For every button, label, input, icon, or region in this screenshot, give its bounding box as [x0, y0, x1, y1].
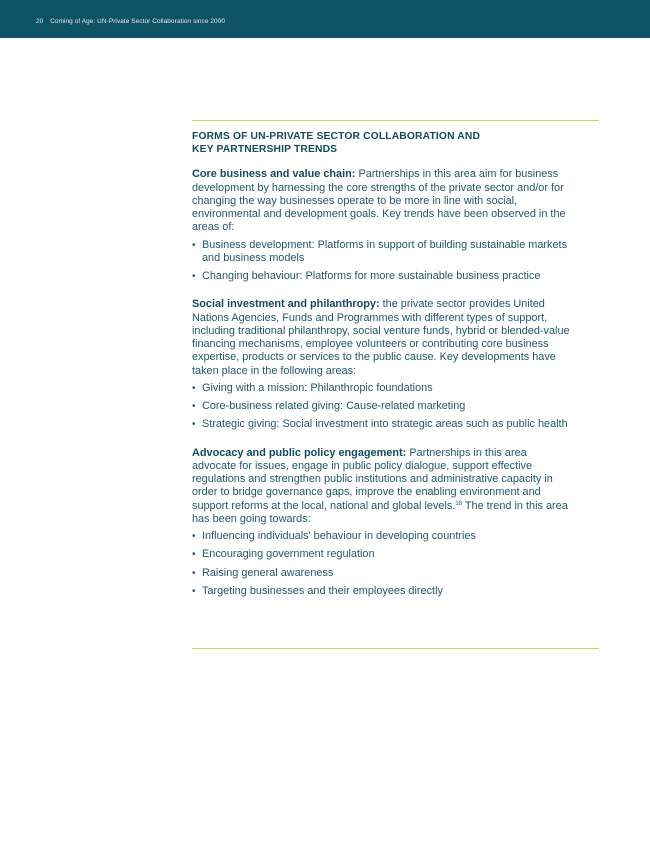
partnership-box	[192, 130, 572, 613]
list-item-text: Raising general awareness	[202, 566, 334, 579]
bullet-icon: •	[192, 401, 196, 413]
bullet-icon: •	[192, 549, 196, 561]
header-bar	[0, 0, 650, 38]
bullet-list	[192, 530, 572, 598]
list-item	[192, 270, 572, 283]
list-item-text: Core-business related giving: Cause-related marketing	[202, 400, 466, 413]
section-paragraph	[192, 447, 572, 527]
section-text: the private sector provides United Nations Agencies, Funds and Programmes with different types of support, including traditional philanthropy, social venture funds, hybrid or blended-value financing mechanisms, employee volunteers or contributing core business expertise, products or services to the public cause. Key developments have taken place in the following areas:	[192, 298, 570, 377]
list-item	[192, 382, 572, 395]
box-top-rule	[192, 120, 599, 121]
section-lead: Social investment and philanthropy:	[192, 298, 380, 311]
page-number: 20	[36, 18, 44, 25]
list-item-text: Changing behaviour: Platforms for more sustainable business practice	[202, 270, 541, 283]
section-text: Partnerships in this area advocate for issues, engage in public policy dialogue, support effective regulations and strengthen public institutions and administrative capacity in order to bridge governance gaps, improve the enabling environment and support reforms at the local, national and global levels.	[192, 446, 553, 512]
section-text: Partnerships in this area aim for business development by harnessing the core strengths of the private sector and/or for changing the way businesses operate to be more in line with social, environmental and development goals. Key trends have been observed in the areas of:	[192, 168, 566, 234]
section-lead: Core business and value chain:	[192, 168, 356, 181]
running-header	[36, 18, 225, 25]
section-social-investment	[192, 298, 572, 431]
list-item	[192, 548, 572, 561]
list-item	[192, 418, 572, 431]
bullet-icon: •	[192, 531, 196, 543]
section-text-continued: The trend in this area has been going towards:	[192, 499, 568, 525]
list-item-text: Business development: Platforms in support of building sustainable markets and business models	[202, 238, 568, 264]
bullet-icon: •	[192, 239, 196, 251]
section-advocacy	[192, 447, 572, 599]
list-item	[192, 567, 572, 580]
bullet-icon: •	[192, 585, 196, 597]
box-bottom-rule	[192, 648, 599, 649]
box-title-line-2: KEY PARTNERSHIP TRENDS	[192, 144, 338, 156]
list-item-text: Targeting businesses and their employees directly	[202, 584, 443, 597]
section-paragraph	[192, 298, 572, 378]
list-item-text: Encouraging government regulation	[202, 548, 375, 561]
list-item-text: Strategic giving: Social investment into strategic areas such as public health	[202, 418, 568, 431]
list-item	[192, 239, 572, 266]
section-paragraph	[192, 168, 572, 234]
bullet-icon: •	[192, 567, 196, 579]
box-title	[192, 130, 572, 156]
bullet-icon: •	[192, 382, 196, 394]
list-item-text: Influencing individuals' behaviour in developing countries	[202, 530, 476, 543]
bullet-icon: •	[192, 271, 196, 283]
list-item	[192, 530, 572, 543]
bullet-list	[192, 239, 572, 284]
box-title-line-1: FORMS OF UN-PRIVATE SECTOR COLLABORATION AND	[192, 131, 481, 142]
bullet-icon: •	[192, 419, 196, 431]
list-item-text: Giving with a mission: Philanthropic foundations	[202, 381, 433, 394]
section-core-business	[192, 168, 572, 283]
running-title: Coming of Age: UN-Private Sector Collaboration since 2000	[50, 18, 225, 25]
footnote-marker: 18	[455, 500, 463, 507]
list-item	[192, 585, 572, 598]
list-item	[192, 400, 572, 413]
bullet-list	[192, 382, 572, 432]
section-lead: Advocacy and public policy engagement:	[192, 446, 407, 459]
